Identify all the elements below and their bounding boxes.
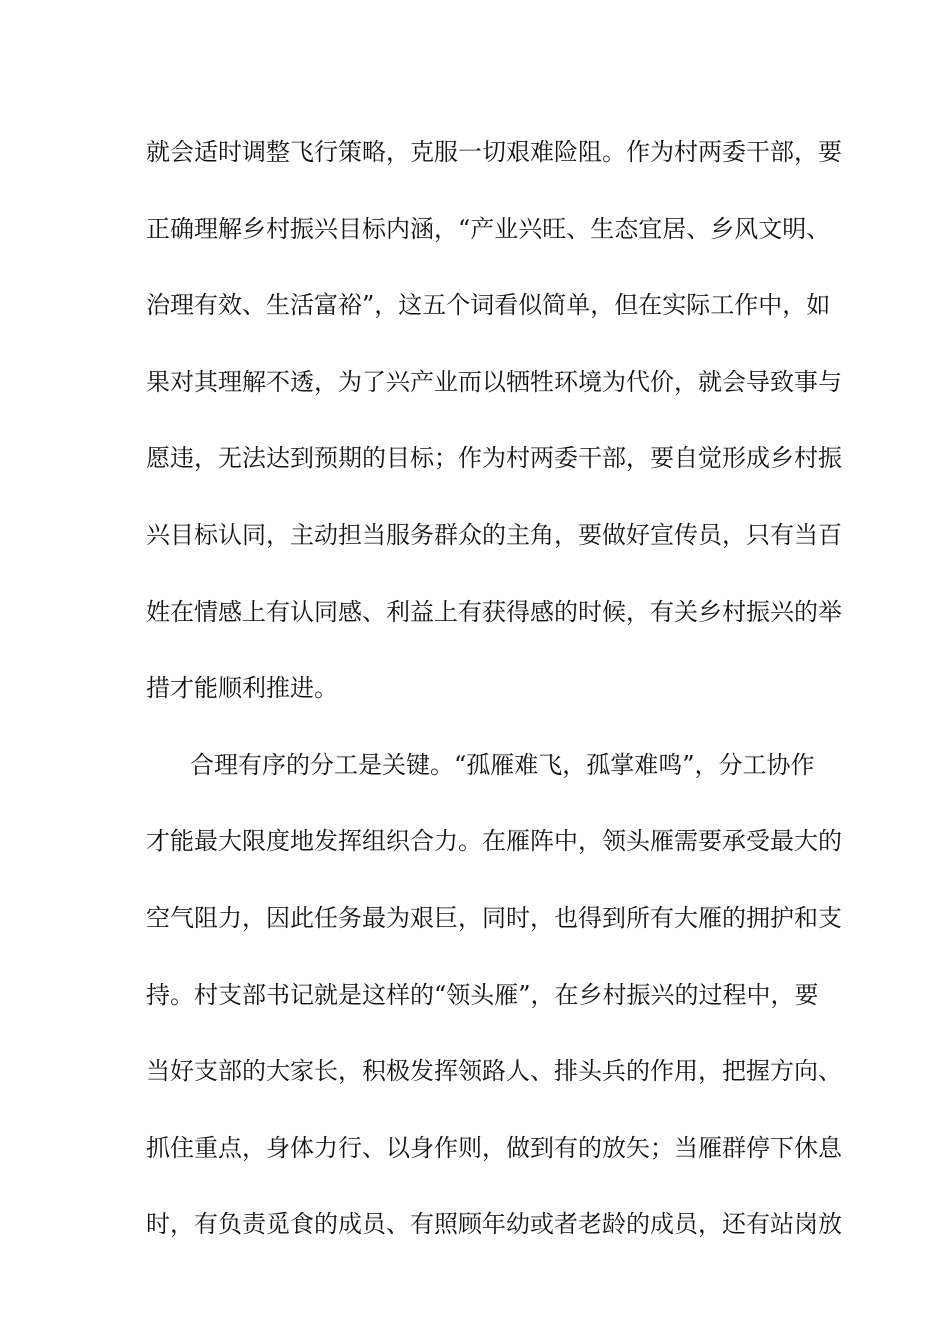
text-line: 才能最大限度地发挥组织合力。在雁阵中，领头雁需要承受最大的 (146, 827, 842, 856)
body-text (146, 124, 842, 1273)
paragraph-end-line: 措才能顺利推进。 (146, 674, 338, 703)
text-line: 空气阻力，因此任务最为艰巨，同时，也得到所有大雁的拥护和支 (146, 903, 842, 932)
text-line: 治理有效、生活富裕”，这五个词看似简单，但在实际工作中，如 (146, 291, 831, 320)
text-line: 就会适时调整飞行策略，克服一切艰难险阻。作为村两委干部，要 (146, 138, 842, 166)
paragraph-start-line: 合理有序的分工是关键。“孤雁难飞，孤掌难鸣”，分工协作 (190, 750, 815, 779)
text-line: 愿违，无法达到预期的目标；作为村两委干部，要自觉形成乡村振 (146, 444, 842, 473)
text-line: 抓住重点，身体力行、以身作则，做到有的放矢；当雁群停下休息 (146, 1133, 842, 1162)
text-line: 时，有负责觅食的成员、有照顾年幼或者老龄的成员，还有站岗放 (146, 1210, 842, 1239)
text-line: 兴目标认同，主动担当服务群众的主角，要做好宣传员，只有当百 (146, 520, 842, 549)
text-line: 姓在情感上有认同感、利益上有获得感的时候，有关乡村振兴的举 (146, 597, 842, 626)
text-line: 果对其理解不透，为了兴产业而以牺牲环境为代价，就会导致事与 (146, 367, 842, 396)
text-line: 当好支部的大家长，积极发挥领路人、排头兵的作用，把握方向、 (146, 1057, 842, 1086)
text-line: 正确理解乡村振兴目标内涵，“产业兴旺、生态宜居、乡风文明、 (146, 214, 831, 243)
text-line: 持。村支部书记就是这样的“领头雁”，在乡村振兴的过程中，要 (146, 980, 819, 1009)
